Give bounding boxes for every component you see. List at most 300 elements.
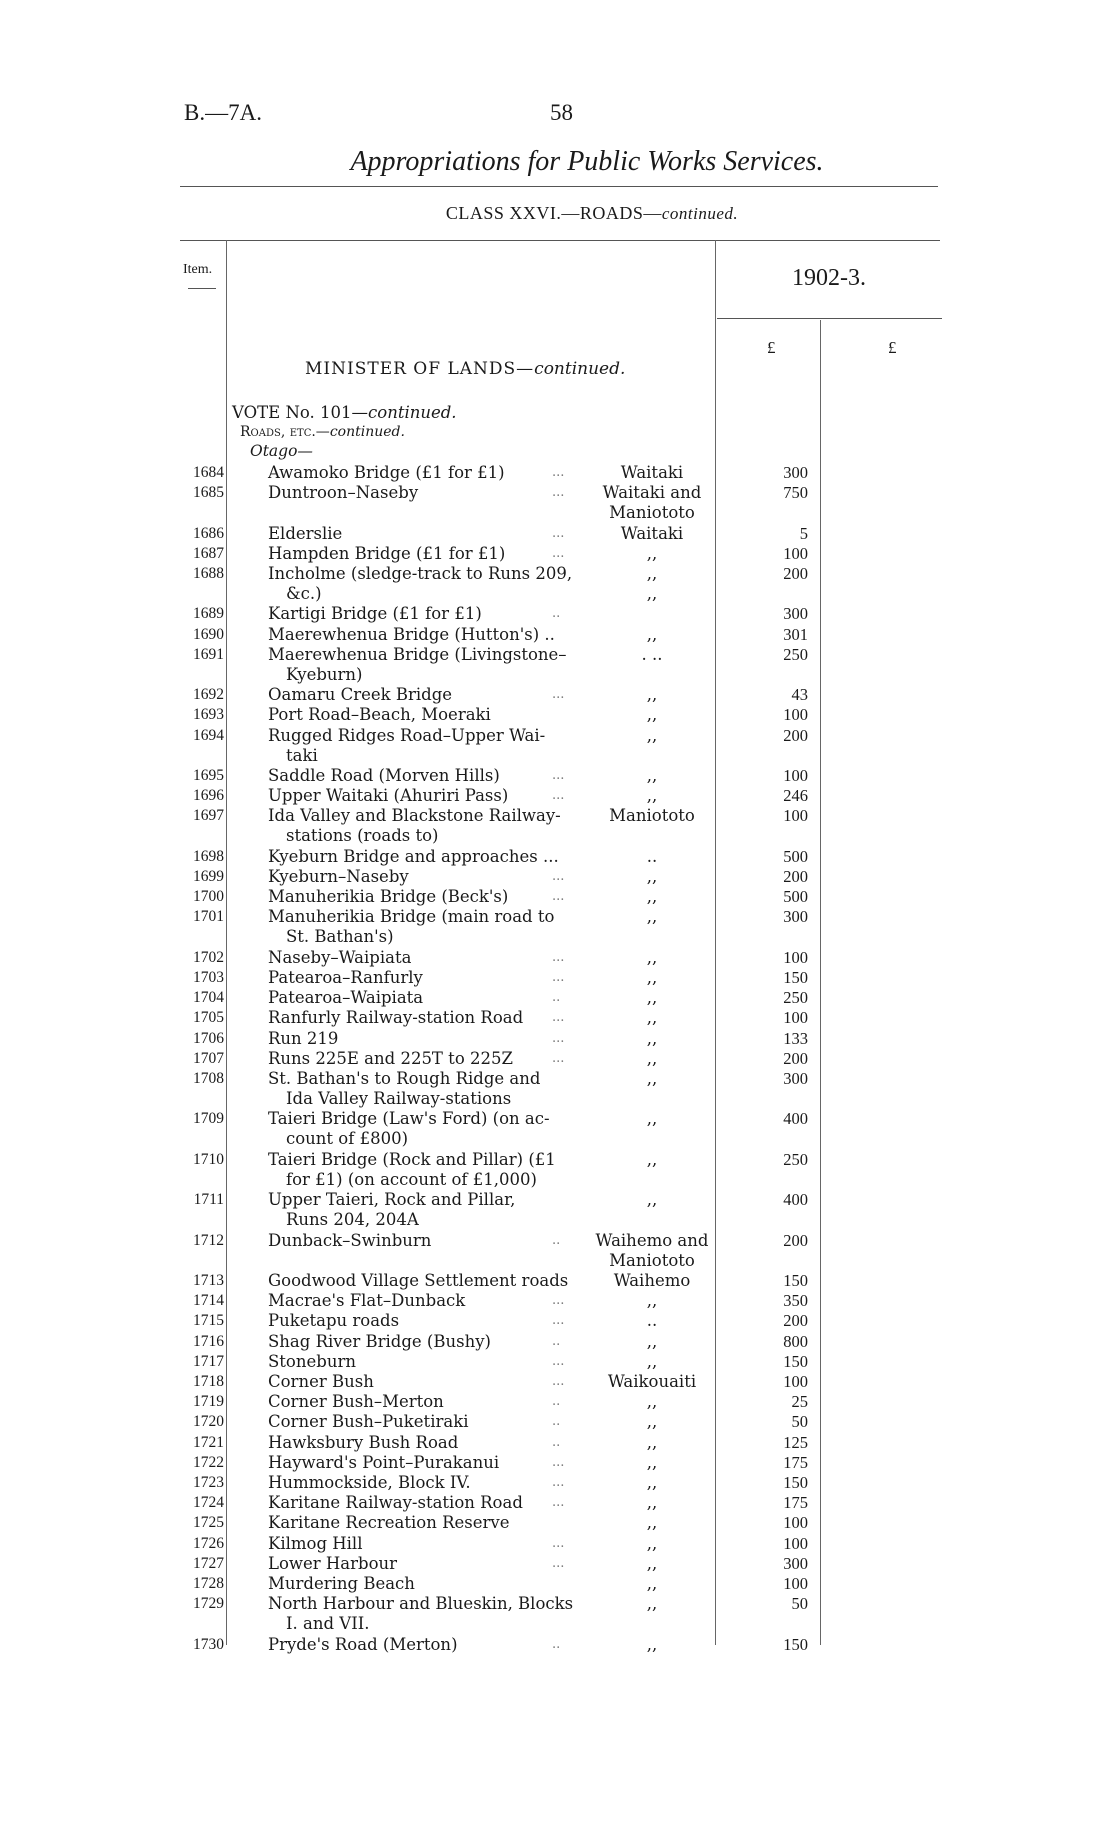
item-number: 1726 — [193, 1534, 224, 1552]
district-line: ,, — [646, 1412, 658, 1432]
page-title: Appropriations for Public Works Services. — [350, 146, 824, 177]
electoral-district — [590, 1291, 714, 1311]
district-line: Waihemo and — [595, 1230, 709, 1250]
item-description — [268, 867, 580, 887]
item-number: 1702 — [193, 948, 224, 966]
description-continuation: Kyeburn) — [286, 664, 363, 684]
electoral-district — [590, 806, 714, 826]
description-line: Corner Bush — [268, 1372, 374, 1391]
description-continuation: count of £800) — [286, 1129, 409, 1149]
description-line: Ranfurly Railway-station Road — [268, 1008, 524, 1028]
item-description — [268, 1190, 580, 1230]
item-description — [268, 1574, 580, 1594]
leader-dots: ... — [552, 545, 565, 561]
amount: 250 — [783, 988, 808, 1008]
district-line: Waitaki — [620, 523, 684, 543]
description-line: Kyeburn Bridge and approaches ... — [268, 846, 559, 866]
amount: 150 — [783, 968, 808, 987]
electoral-district — [590, 685, 714, 705]
item-number: 1692 — [193, 686, 224, 704]
item-description — [268, 766, 580, 786]
description-line: Kilmog Hill — [268, 1533, 363, 1553]
leader-dots: ... — [552, 465, 565, 480]
district-line: ,, — [646, 1190, 658, 1210]
amount: 200 — [783, 1048, 808, 1068]
leader-dots: ... — [552, 1313, 565, 1329]
currency-header-2: £ — [888, 338, 897, 357]
amount: 43 — [791, 685, 808, 705]
electoral-district — [590, 786, 714, 806]
amount: 250 — [783, 644, 808, 664]
item-number: 1690 — [193, 625, 224, 643]
item-description — [268, 887, 580, 907]
district-line: ,, — [646, 1533, 658, 1553]
amount: 25 — [791, 1392, 808, 1412]
item-description — [268, 564, 580, 604]
vote-heading-main: VOTE No. 101— — [232, 403, 369, 422]
district-line: ,, — [646, 1028, 658, 1048]
item-number: 1714 — [193, 1292, 224, 1310]
item-description — [268, 847, 580, 867]
item-number: 1718 — [193, 1373, 224, 1390]
item-description — [268, 1473, 580, 1493]
year-header-rule — [717, 318, 942, 319]
item-description — [268, 1412, 580, 1432]
item-description — [268, 1513, 580, 1533]
leader-dots: ... — [552, 970, 565, 985]
electoral-district — [590, 1635, 714, 1655]
item-number: 1691 — [193, 645, 224, 663]
column-divider-item — [226, 240, 227, 1645]
item-number: 1725 — [193, 1514, 224, 1532]
item-number: 1696 — [193, 787, 224, 805]
district-line: ,, — [646, 1574, 658, 1593]
description-continuation: I. and VII. — [286, 1614, 370, 1634]
district-line: .. — [646, 1311, 658, 1331]
amount: 100 — [783, 947, 808, 967]
vote-heading — [232, 403, 457, 422]
electoral-district — [590, 1513, 714, 1533]
item-description — [268, 544, 580, 564]
description-line: Elderslie — [268, 523, 343, 543]
item-description — [268, 1493, 580, 1513]
leader-dots: ... — [552, 525, 565, 541]
item-description — [268, 1534, 580, 1554]
description-line: Hummockside, Block IV. — [268, 1473, 471, 1492]
page-number: 58 — [550, 100, 573, 125]
item-description — [268, 685, 580, 705]
item-description — [268, 968, 580, 988]
description-line: Hayward's Point–Purakanui — [268, 1452, 500, 1472]
electoral-district — [590, 867, 714, 887]
item-number: 1719 — [193, 1393, 224, 1411]
electoral-district — [590, 1008, 714, 1028]
amount: 200 — [783, 725, 808, 745]
description-line: Puketapu roads — [268, 1311, 400, 1331]
description-line: Duntroon–Naseby — [268, 483, 419, 503]
electoral-district — [590, 1049, 714, 1069]
district-line: Waihemo — [613, 1271, 691, 1290]
district-line: ,, — [646, 584, 658, 603]
item-number: 1699 — [193, 868, 224, 885]
leader-dots: ... — [552, 1535, 565, 1551]
leader-dots: ... — [552, 1010, 565, 1026]
item-description — [268, 1231, 580, 1251]
district-line: Maniototo — [609, 806, 695, 826]
electoral-district — [590, 988, 714, 1008]
electoral-district — [590, 1352, 714, 1372]
amount: 250 — [783, 1149, 808, 1169]
district-line: ,, — [646, 968, 658, 987]
description-continuation: &c.) — [286, 584, 322, 603]
item-description — [268, 604, 580, 624]
leader-dots: .. — [552, 606, 561, 622]
leader-dots: .. — [552, 1232, 561, 1248]
item-description — [268, 1453, 580, 1473]
electoral-district — [590, 726, 714, 746]
description-line: Hawksbury Bush Road — [268, 1432, 459, 1452]
district-line: ,, — [646, 1513, 658, 1533]
electoral-district — [590, 1029, 714, 1049]
item-description — [268, 645, 580, 685]
district-line: ,, — [646, 1048, 658, 1068]
minister-heading-suffix: continued. — [534, 359, 626, 379]
description-line: Corner Bush–Merton — [268, 1392, 444, 1412]
leader-dots: ... — [552, 768, 565, 783]
electoral-district — [590, 1069, 714, 1089]
item-description — [268, 1554, 580, 1574]
amount: 200 — [783, 867, 808, 886]
description-line: Corner Bush–Puketiraki — [268, 1412, 469, 1432]
district-line: ,, — [646, 725, 658, 745]
item-description — [268, 907, 580, 947]
amount: 400 — [783, 1190, 808, 1210]
district-line: ,, — [646, 1291, 658, 1311]
item-number: 1704 — [193, 989, 224, 1007]
electoral-district — [590, 1150, 714, 1170]
column-divider-amount — [820, 320, 821, 1645]
amount: 200 — [783, 1230, 808, 1250]
district-line: ,, — [646, 1594, 658, 1614]
electoral-district — [590, 1109, 714, 1129]
leader-dots: ... — [552, 1050, 565, 1066]
item-description — [268, 1433, 580, 1453]
electoral-district — [590, 948, 714, 968]
item-number: 1703 — [193, 969, 224, 986]
amount: 50 — [791, 1594, 808, 1614]
item-header-dash — [188, 288, 216, 289]
item-number: 1709 — [193, 1110, 224, 1128]
description-line: Maerewhenua Bridge (Livingstone– — [268, 644, 567, 664]
electoral-district — [590, 1493, 714, 1513]
electoral-district — [590, 1190, 714, 1210]
description-line: Maerewhenua Bridge (Hutton's) .. — [268, 624, 555, 644]
item-description — [268, 1109, 580, 1149]
electoral-district — [590, 1574, 714, 1594]
district-line: Maniototo — [609, 1250, 695, 1270]
amount: 150 — [783, 1634, 808, 1654]
item-description — [268, 1069, 580, 1109]
electoral-district — [590, 544, 714, 564]
electoral-district — [590, 625, 714, 645]
item-number: 1701 — [193, 908, 224, 926]
district-line: ,, — [646, 947, 658, 967]
class-heading — [0, 203, 1114, 224]
electoral-district — [590, 483, 714, 523]
amount: 125 — [783, 1432, 808, 1452]
item-number: 1697 — [193, 807, 224, 825]
leader-dots: ... — [552, 1293, 565, 1309]
electoral-district — [590, 1412, 714, 1432]
description-line: Awamoko Bridge (£1 for £1) — [268, 463, 505, 482]
item-description — [268, 1049, 580, 1069]
electoral-district — [590, 847, 714, 867]
leader-dots: .. — [552, 1394, 561, 1410]
description-line: Karitane Railway-station Road — [268, 1493, 523, 1513]
item-number: 1686 — [193, 524, 224, 542]
electoral-district — [590, 705, 714, 725]
district-line: ,, — [646, 887, 658, 907]
item-description — [268, 1352, 580, 1372]
district-line: ,, — [646, 1452, 658, 1472]
amount: 350 — [783, 1291, 808, 1311]
amount: 100 — [783, 1574, 808, 1593]
leader-dots: ... — [552, 1374, 565, 1389]
district-line: ,, — [646, 1634, 658, 1654]
item-description — [268, 705, 580, 725]
electoral-district — [590, 1594, 714, 1614]
leader-dots: ... — [552, 889, 565, 905]
district-line: ,, — [646, 564, 658, 583]
amount: 200 — [783, 1311, 808, 1331]
item-number: 1695 — [193, 767, 224, 784]
description-line: Kyeburn–Naseby — [268, 867, 409, 886]
electoral-district — [590, 968, 714, 988]
electoral-district — [590, 1534, 714, 1554]
item-description — [268, 1291, 580, 1311]
electoral-district — [590, 1473, 714, 1493]
amount: 300 — [783, 1069, 808, 1088]
item-description — [268, 1008, 580, 1028]
item-number: 1722 — [193, 1453, 224, 1471]
district-line: ,, — [646, 1473, 658, 1492]
district-line: Waikouaiti — [607, 1372, 697, 1391]
amount: 750 — [783, 483, 808, 503]
item-number: 1727 — [193, 1554, 224, 1572]
district-line: ,, — [646, 1432, 658, 1452]
item-number: 1710 — [193, 1150, 224, 1168]
item-number: 1707 — [193, 1049, 224, 1067]
leader-dots: .. — [552, 1434, 561, 1450]
district-line: Waitaki and — [602, 483, 702, 503]
description-line: Rugged Ridges Road–Upper Wai- — [268, 725, 546, 745]
year-column-header: 1902-3. — [792, 265, 866, 291]
class-heading-main: CLASS XXVI.—ROADS— — [445, 203, 662, 223]
amount: 246 — [783, 786, 808, 806]
item-number: 1708 — [193, 1070, 224, 1087]
district-line: ,, — [646, 766, 658, 785]
item-number: 1715 — [193, 1312, 224, 1330]
item-description — [268, 483, 580, 503]
description-line: Karitane Recreation Reserve — [268, 1513, 510, 1533]
amount: 5 — [799, 523, 808, 543]
item-description — [268, 463, 580, 483]
district-line: .. — [646, 846, 658, 866]
item-number: 1688 — [193, 565, 224, 582]
description-continuation: stations (roads to) — [286, 826, 439, 846]
description-line: Hampden Bridge (£1 for £1) — [268, 543, 506, 563]
item-number: 1716 — [193, 1332, 224, 1350]
district-line: . .. — [641, 644, 663, 664]
item-number: 1693 — [193, 706, 224, 724]
title-rule — [180, 186, 938, 187]
item-number: 1705 — [193, 1009, 224, 1027]
item-number: 1720 — [193, 1413, 224, 1431]
column-divider-district — [715, 240, 716, 1645]
item-number: 1717 — [193, 1352, 224, 1370]
amount: 133 — [783, 1028, 808, 1048]
item-description — [268, 806, 580, 846]
amount: 300 — [783, 604, 808, 624]
electoral-district — [590, 1332, 714, 1352]
district-line: ,, — [646, 786, 658, 806]
electoral-district — [590, 887, 714, 907]
item-column-header: Item. — [183, 262, 213, 277]
district-line: Waitaki — [620, 463, 684, 482]
district-line: ,, — [646, 1351, 658, 1371]
item-number: 1729 — [193, 1595, 224, 1613]
item-number: 1698 — [193, 847, 224, 865]
item-description — [268, 1332, 580, 1352]
item-description — [268, 524, 580, 544]
amount: 100 — [783, 543, 808, 563]
leader-dots: ... — [552, 788, 565, 804]
leader-dots: ... — [552, 1030, 565, 1046]
electoral-district — [590, 1453, 714, 1473]
amount: 150 — [783, 1351, 808, 1371]
item-description — [268, 1392, 580, 1412]
description-line: Upper Waitaki (Ahuriri Pass) — [268, 786, 509, 806]
description-line: Patearoa–Waipiata — [268, 988, 424, 1008]
item-number: 1684 — [193, 464, 224, 481]
description-line: Murdering Beach — [268, 1574, 415, 1593]
description-line: Shag River Bridge (Bushy) — [268, 1331, 491, 1351]
district-line: ,, — [646, 705, 658, 725]
roads-heading-suffix: continued. — [329, 424, 405, 440]
minister-heading — [305, 359, 625, 379]
electoral-district — [590, 463, 714, 483]
description-line: Manuherikia Bridge (main road to — [268, 907, 555, 927]
item-number: 1724 — [193, 1494, 224, 1512]
district-line: ,, — [646, 1008, 658, 1028]
description-line: Kartigi Bridge (£1 for £1) — [268, 604, 482, 624]
district-line: ,, — [646, 543, 658, 563]
district-line: Maniototo — [609, 503, 695, 523]
leader-dots: ... — [552, 949, 565, 965]
item-description — [268, 1311, 580, 1331]
description-line: Macrae's Flat–Dunback — [268, 1291, 466, 1311]
leader-dots: ... — [552, 485, 565, 501]
item-number: 1723 — [193, 1474, 224, 1491]
item-description — [268, 988, 580, 1008]
description-continuation: taki — [286, 745, 318, 765]
leader-dots: ... — [552, 1495, 565, 1511]
leader-dots: ... — [552, 869, 565, 884]
leader-dots: .. — [552, 990, 561, 1006]
district-line: ,, — [646, 685, 658, 705]
description-line: Taieri Bridge (Law's Ford) (on ac- — [268, 1109, 550, 1129]
vote-heading-suffix: continued. — [368, 403, 457, 422]
description-continuation: St. Bathan's) — [286, 927, 394, 947]
amount: 300 — [783, 1553, 808, 1573]
item-number: 1711 — [193, 1191, 224, 1209]
description-line: Port Road–Beach, Moeraki — [268, 705, 491, 725]
electoral-district — [590, 524, 714, 544]
item-number: 1730 — [193, 1635, 224, 1653]
document-reference: B.—7A. — [184, 100, 262, 125]
electoral-district — [590, 766, 714, 786]
amount: 100 — [783, 1008, 808, 1028]
item-number: 1706 — [193, 1029, 224, 1047]
leader-dots: .. — [552, 1636, 561, 1652]
description-continuation: Ida Valley Railway-stations — [286, 1089, 512, 1108]
item-number: 1721 — [193, 1433, 224, 1451]
district-line: ,, — [646, 1493, 658, 1513]
amount: 175 — [783, 1452, 808, 1472]
electoral-district — [590, 1372, 714, 1392]
district-line: ,, — [646, 1553, 658, 1573]
district-line: ,, — [646, 1392, 658, 1412]
leader-dots: ... — [552, 1555, 565, 1571]
amount: 200 — [783, 564, 808, 583]
table-top-rule — [180, 240, 940, 241]
item-description — [268, 1029, 580, 1049]
description-line: Dunback–Swinburn — [268, 1230, 432, 1250]
item-number: 1713 — [193, 1272, 224, 1289]
district-line: ,, — [646, 1331, 658, 1351]
electoral-district — [590, 907, 714, 927]
description-line: Saddle Road (Morven Hills) — [268, 766, 500, 785]
amount: 50 — [791, 1412, 808, 1432]
roads-heading — [240, 424, 405, 440]
district-line: ,, — [646, 988, 658, 1008]
leader-dots: ... — [552, 1353, 565, 1369]
description-line: St. Bathan's to Rough Ridge and — [268, 1069, 541, 1088]
description-line: Upper Taieri, Rock and Pillar, — [268, 1190, 516, 1210]
district-line: ,, — [646, 1109, 658, 1129]
amount: 100 — [783, 806, 808, 826]
amount: 100 — [783, 1513, 808, 1533]
leader-dots: ... — [552, 1454, 565, 1470]
amount: 175 — [783, 1493, 808, 1513]
description-line: Goodwood Village Settlement roads — [268, 1271, 569, 1290]
description-line: Oamaru Creek Bridge — [268, 685, 453, 705]
item-description — [268, 1594, 580, 1634]
amount: 100 — [783, 705, 808, 725]
leader-dots: .. — [552, 1414, 561, 1430]
item-number: 1689 — [193, 605, 224, 623]
item-number: 1700 — [193, 888, 224, 906]
item-description — [268, 1635, 580, 1655]
item-description — [268, 625, 580, 645]
item-description — [268, 1372, 580, 1392]
district-line: ,, — [646, 1149, 658, 1169]
description-line: Stoneburn — [268, 1351, 356, 1371]
amount: 100 — [783, 1533, 808, 1553]
class-heading-suffix: continued. — [661, 204, 739, 223]
description-line: Pryde's Road (Merton) — [268, 1634, 458, 1654]
electoral-district — [590, 1554, 714, 1574]
